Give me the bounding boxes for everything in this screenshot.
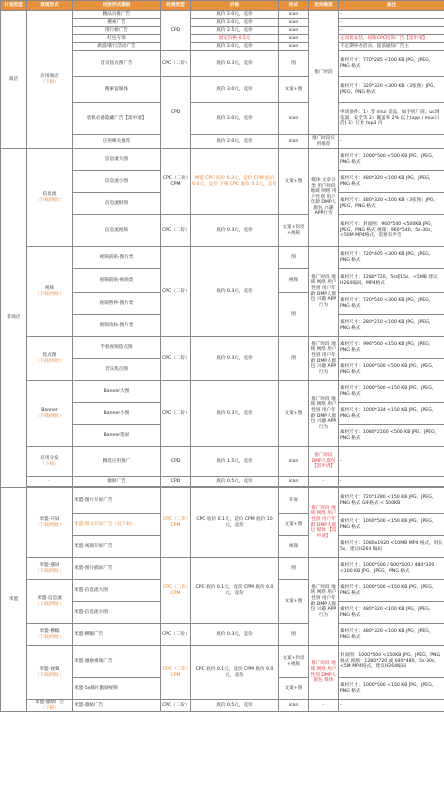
table-row: Banner选屏 素材尺寸：1080*2160 <500 KB JPG，JPEG，PNG 格式 [1,425,444,447]
table-row: - 激励广告 CPD 底价 0.5元，竞价 icon - - [1,477,444,487]
header-template: 投放形式模板 [73,1,161,11]
table-row: 米盟-视频开屏广告 视频 素材尺寸：1080x1920 <10MB MP4 格式，时长 5s，建议H264 编码 [1,536,444,558]
table-row: 信息流组图 素材尺寸：480*320 <100 KB（3张图）JPG，JPEG，PNG 格式 [1,193,444,215]
section-mimeng: 米盟 [1,488,27,712]
section-store: 商店 [1,11,27,149]
table-row: 视频 （下载/网址） 视频前贴-图片类 CPC（二价） 底价 0.3元，竞价 图 推广时段 地域 网络 用户性别 用户年龄 DMP人群包 兴趣 APP行为 素材尺寸：720*405 <300 KB JPG，JPEG，PNG 格式 [1,247,444,269]
table-row: 米盟-视频 （下载/网址） 米盟-激励视频广告 CPC（二价）CPM CPC 底价 0.1元，竞价 CPM 底价 6.0元，竞价 文案+封皮+视频 推广时段 地域 网络 用户性别 DMP人群包 媒体 封面图：1000*500 <150KB JPG，JPEG，PNG 格式 视频：1280*720 或 640*480，5s-30s，<5M MP4格式，建议H264编码 [1,646,444,678]
header-plan-type: 计划类型 [1,1,27,11]
table-row: 米盟-5s插片激励视频 文案+图 素材尺寸：1000*500 <150 KB JPG，JPEG，PNG 格式 [1,678,444,700]
header-targeting: 定向维度 [309,1,339,11]
table-row: 米盟 米盟-开屏 （下载/网址） 米盟-图片开屏广告 CPC（二价）CPM CPC 底价 0.1元，竞价 CPM 底价 10元，竞价 开屏 推广时段 地域 网络 用户性别 用户年龄 DMP人群包 媒体 【需申请】 素材尺寸：720*1280 <150 KB JPG，JPEG，PNG 格式 GIF格式 < 500KB [1,488,444,514]
table-row: 应用分发 （下载） 精选应用推广 CPD 底价 1.5元，竞价 icon 推广时段 DMP人群包 【需申请】 - [1,447,444,477]
table-row: 信息流小图 素材尺寸：480*320 <100 KB JPG，JPEG，PNG 格式 [1,171,444,193]
table-row: 信息流视频 CPC（二价） 底价 0.3元，竞价 文案+封皮+视频 素材尺寸：封面图：960*540 <500KB JPG，JPEG，PNG 格式 视频：960*540，5s-30s，<50M MP4格式，需要有声音 [1,215,444,247]
header-note: 备注 [339,1,444,11]
header-price: 价格 [191,1,279,11]
header-form: 形式 [279,1,309,11]
header-row [1,1,444,11]
table-row: 米盟-信息流 （下载/网址） 米盟-信息流大图 文案+图 素材尺寸：1000*500 <150 KB JPG，JPEG，PNG 格式 [1,580,444,602]
table-row: 焦点图 （下载/网址） 手机视频焦点图 CPC（二价） 底价 0.3元，竞价 图 推广时段 地域 网络 用户性别 用户年龄 DMP人群包 兴趣 APP行为 素材尺寸：996*560 <150 KB JPG，JPEG，PNG 格式 [1,337,444,359]
table-row: 米盟-激励广告 （下载） 米盟-激励广告 CPC（二价） 底价 0.5元，竞价 icon - - [1,700,444,712]
table-row: 排行榜广告 底价 2.5元，竞价 icon - [1,27,444,35]
table-row: 红包专场 固定价格 0.5元 icon 定向优安装，按版CPC结算广告【需申请】 [1,35,444,43]
table-row: 搜索广告 底价 2.0元，竞价 icon - [1,19,444,27]
table-row: 米盟-图文开屏广告（仅下载） 文案+图 素材尺寸：1000*500 <150 KB JPG，JPEG，PNG 格式 [1,514,444,536]
table-row: 视频角标-图片类 素材尺寸：280*210 <100 KB JPG，JPEG，PNG 格式 [1,315,444,337]
table-row: 米盟-插屏 （下载/网址） 米盟-图片插屏广告 CPC（二价）CPM CPC 底价 0.1元，竞价 CPM 底价 6.0元，竞价 图 推广时段 地域 网络 用户性别 用户年龄 DMP人群包 兴趣 APP行为 素材尺寸：1000*500 / 600*500 / 480*320 <100 KB JPG，JPEG，PNG 格式 [1,558,444,580]
table-row: 新游/新行活动广告 底价 2.0元，竞价 icon 不定期举办活动，提前通知广告主 [1,43,444,51]
table-row: 装机必备隐藏广告【需申请】 底价 2.0元，竞价 icon 申请条件：1）非 miui 竞品，如手机厂商、uc浏览器、安全等 2）覆盖率 2% 以上(app / miui日活) 3）行业 top3 内 [1,103,444,135]
section-nonstore: 非商店 [1,149,27,488]
table-row: 搜索富媒体 CPD 底价 3.0元，竞价 文案+图 素材尺寸：320*320 <300 KB（3张图）JPG，JPEG，PNG 格式 [1,77,444,103]
table-row: 米盟-信息流小图 素材尺寸：480*320 <100 KB JPG，JPEG，PNG 格式 [1,602,444,624]
table-row: 视频前贴-视频类 视频 素材尺寸：1280*720，5s或15s，<5MB 建议H264编码，MP4格式 [1,269,444,293]
table-row: 首页焦点图广告 CPC（二价） 底价 0.3元，竞价 图 素材尺寸：770*285 <100 KB JPG，JPEG，PNG 格式 [1,51,444,77]
table-row: Banner （下载/网址） Banner大图 CPC（二价） 底价 0.3元，竞价 文案+图 推广时段 地域 网络 用户性别 用户年龄 DMP人群包 兴趣 APP行为 素材尺寸：1000*500 <150 KB JPG，JPEG，PNG 格式 [1,381,444,403]
header-fee: 收费类型 [161,1,191,11]
table-row: Banner小图 素材尺寸：1000*334 <150 KB JPG，JPEG，PNG 格式 [1,403,444,425]
table-row: 米盟-横幅 （下载/网址） 米盟-横幅广告 CPC（二价） 底价 0.3元，竞价 图 素材尺寸：480*320 <100 KB JPG，JPEG，PNG 格式 [1,624,444,646]
group-app-store: 应用商店 （下载） [27,11,73,149]
table-row: 非商店 信息流 （下载/网址） 信息流大图 CPC（二价）CPM 网盟 CPC 底价 0.3元，竞价 CPM 底价 6.0元，竞价 下载 CPC 底价 0.3元，竞价 文案+图 媒体 文章分类 用户时段 地域 网络 用户性别 用户年龄 DMP人群包 兴趣 APP行为 素材尺寸：1000*500 <500 KB JPG，JPEG，PNG 格式 [1,149,444,171]
table-row: 商店 应用商店 （下载） 精品页推广告 CPD 底价 2.0元，竞价 icon 推广时段 - [1,11,444,19]
table-row: 音乐焦点图 素材尺寸：1000*500 <500 KB JPG，JPEG，PNG 格式 [1,359,444,381]
table-row: 视频暂停-图片类 图 素材尺寸：720*540 <300 KB JPG，JPEG，PNG 格式 [1,293,444,315]
table-row: 应用相关推荐 底价 2.0元，竞价 icon 推广时段应用推荐 - [1,135,444,149]
header-display: 展现形式 [27,1,73,11]
